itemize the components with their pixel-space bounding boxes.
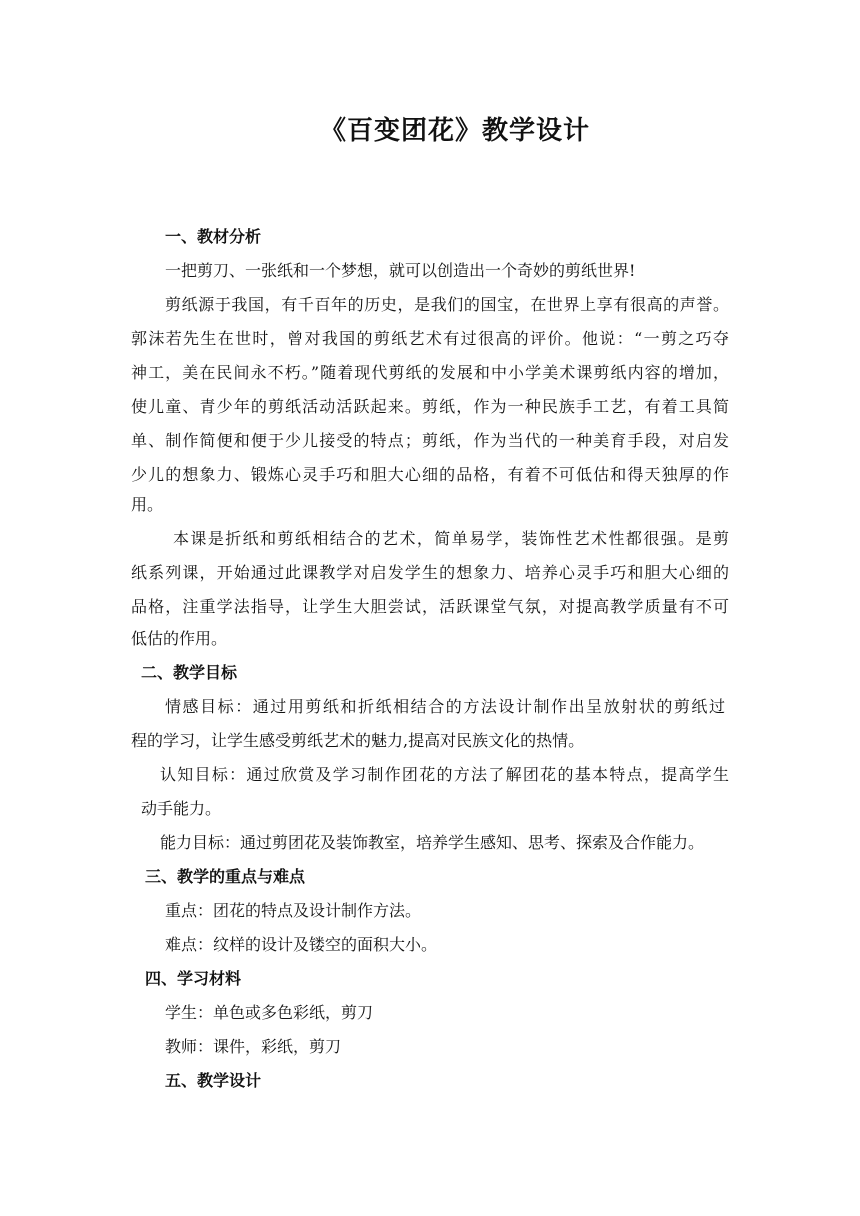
paragraph-line: 程的学习，让学生感受剪纸艺术的魅力,提高对民族文化的热情。 (131, 731, 585, 750)
paragraph-line: 用。 (131, 495, 164, 514)
section-heading-analysis: 一、教材分析 (165, 227, 262, 246)
paragraph-line: 重点：团花的特点及设计制作方法。 (165, 901, 422, 920)
section-heading-goals: 二、教学目标 (141, 663, 238, 682)
paragraph-line: 品格，注重学法指导，让学生大胆尝试，活跃课堂气氛，对提高教学质量有不可 (131, 597, 729, 616)
paragraph-line: 单、制作简便和便于少儿接受的特点；剪纸，作为当代的一种美育手段，对启发 (131, 431, 729, 450)
paragraph-line: 少儿的想象力、锻炼心灵手巧和胆大心细的品格，有着不可低估和得天独厚的作 (131, 465, 729, 484)
paragraph-line: 纸系列课，开始通过此课教学对启发学生的想象力、培养心灵手巧和胆大心细的 (131, 563, 729, 582)
paragraph-line: 情感目标：通过用剪纸和折纸相结合的方法设计制作出呈放射状的剪纸过 (165, 697, 725, 716)
paragraph-line: 一把剪刀、一张纸和一个梦想，就可以创造出一个奇妙的剪纸世界! (165, 261, 636, 280)
paragraph-line: 教师：课件，彩纸，剪刀 (165, 1037, 342, 1056)
paragraph-line: 郭沫若先生在世时，曾对我国的剪纸艺术有过很高的评价。他说：“一剪之巧夺 (131, 329, 729, 348)
paragraph-line: 神工，美在民间永不朽。”随着现代剪纸的发展和中小学美术课剪纸内容的增加， (131, 363, 729, 382)
paragraph-line: 使儿童、青少年的剪纸活动活跃起来。剪纸，作为一种民族手工艺，有着工具简 (131, 397, 729, 416)
paragraph-line: 能力目标：通过剪团花及装饰教室，培养学生感知、思考、探索及合作能力。 (160, 833, 705, 852)
paragraph-line: 难点：纹样的设计及镂空的面积大小。 (165, 935, 438, 954)
paragraph-line: 动手能力。 (141, 799, 222, 818)
paragraph-line: 认知目标：通过欣赏及学习制作团花的方法了解团花的基本特点，提高学生 (160, 765, 729, 784)
paragraph-line: 学生：单色或多色彩纸，剪刀 (165, 1003, 374, 1022)
paragraph-line: 低估的作用。 (131, 629, 228, 648)
section-heading-materials: 四、学习材料 (145, 969, 242, 988)
document-title: 《百变团花》教学设计 (319, 116, 590, 146)
paragraph-line: 本课是折纸和剪纸相结合的艺术，简单易学，装饰性艺术性都很强。是剪 (173, 529, 729, 548)
section-heading-key-points: 三、教学的重点与难点 (145, 867, 306, 886)
section-heading-design: 五、教学设计 (165, 1071, 262, 1090)
paragraph-line: 剪纸源于我国，有千百年的历史，是我们的国宝，在世界上享有很高的声誉。 (165, 295, 729, 314)
